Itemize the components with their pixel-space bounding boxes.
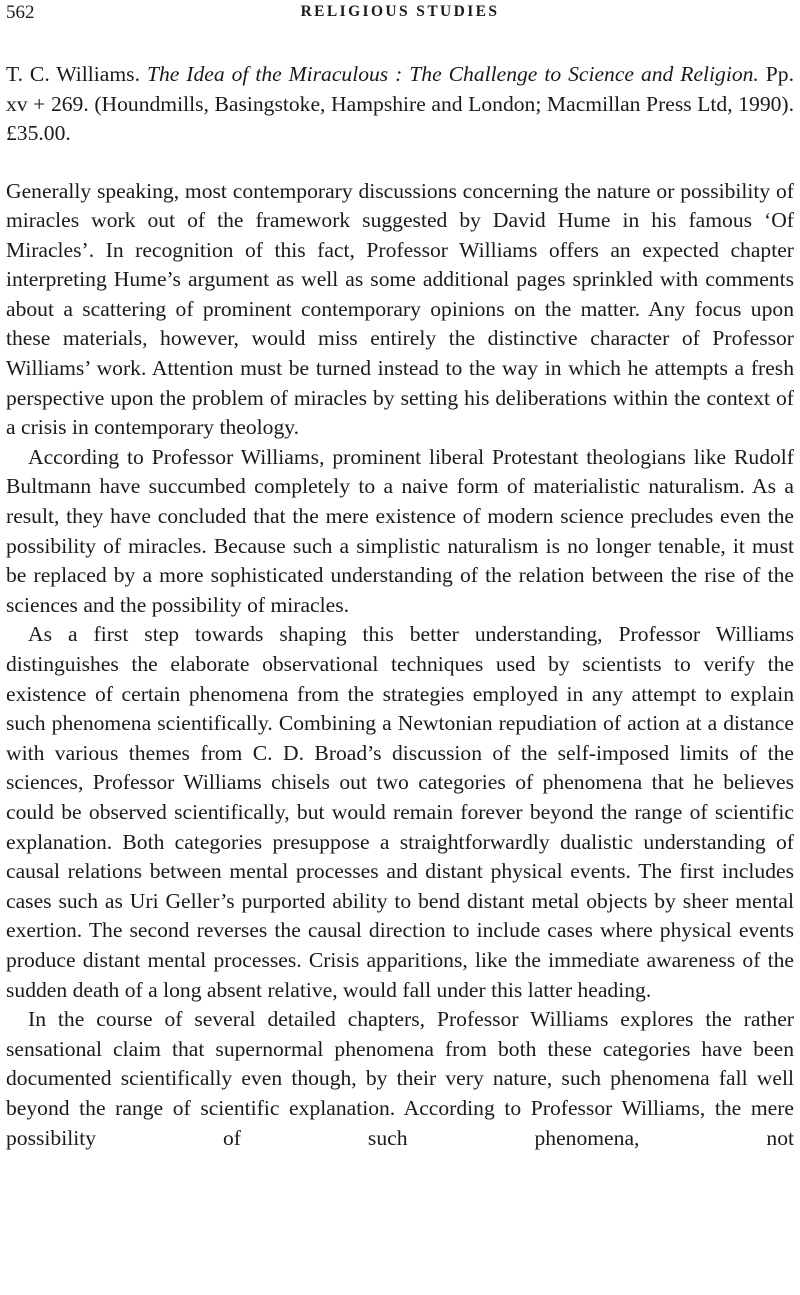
body-paragraph: In the course of several detailed chapters, Professor Williams explores the rather sensational claim that supernormal phenomena from both these categories have been documented scientifically even though, by their very nature, such phenomena fall well beyond the range of scientific explanation. According to Professor Williams, the mere possibility of such phenomena, not — [6, 1007, 794, 1150]
book-citation — [6, 60, 794, 149]
body-paragraph: Generally speaking, most contemporary discussions concerning the nature or possibility of miracles work out of the framework suggested by David Hume in his famous ‘Of Miracles’. In recognition of this fact, Professor Williams offers an expected chapter interpreting Hume’s argument as well as some additional pages sprinkled with comments about a scattering of prominent contemporary opinions on the matter. Any focus upon these materials, however, would miss entirely the distinctive character of Professor Williams’ work. Attention must be turned instead to the way in which he attempts a fresh perspective upon the problem of miracles by setting his deliberations within the context of a crisis in contemporary theology. — [6, 178, 794, 440]
review-body — [6, 177, 794, 1154]
body-paragraph: As a first step towards shaping this better understanding, Professor Williams distinguishes the elaborate observational techniques used by scientists to verify the existence of certain phenomena from the strategies employed in any attempt to explain such phenomena scientifically. Combining a Newtonian repudiation of action at a distance with various themes from C. D. Broad’s discussion of the self-imposed limits of the sciences, Professor Williams chisels out two categories of phenomena that he believes could be observed scientifically, but would remain forever beyond the range of scientific explanation. Both categories presuppose a straightforwardly dualistic understanding of causal relations between mental processes and distant physical events. The first includes cases such as Uri Geller’s purported ability to bend distant metal objects by sheer mental exertion. The second reverses the causal direction to include cases where physical events produce distant mental processes. Crisis apparitions, like the immediate awareness of the sudden death of a long absent relative, would fall under this latter heading. — [6, 622, 794, 1002]
citation-details: Pp. xv + 269. (Houndmills, Basingstoke, Hampshire and London; Macmillan Press Ltd, 1990). £35.00. — [6, 62, 795, 145]
citation-book-title: The Idea of the Miraculous : The Challenge to Science and Religion. — [146, 62, 759, 86]
page-number: 562 — [6, 2, 35, 23]
journal-title: RELIGIOUS STUDIES — [300, 3, 500, 20]
running-head — [6, 0, 794, 30]
citation-author: T. C. Williams. — [6, 62, 140, 86]
body-paragraph: According to Professor Williams, prominent liberal Protestant theologians like Rudolf Bultmann have succumbed completely to a naive form of materialistic naturalism. As a result, they have concluded that the mere existence of modern science precludes even the possibility of miracles. Because such a simplistic naturalism is no longer tenable, it must be replaced by a more sophisticated understanding of the relation between the rise of the sciences and the possibility of miracles. — [6, 444, 794, 617]
